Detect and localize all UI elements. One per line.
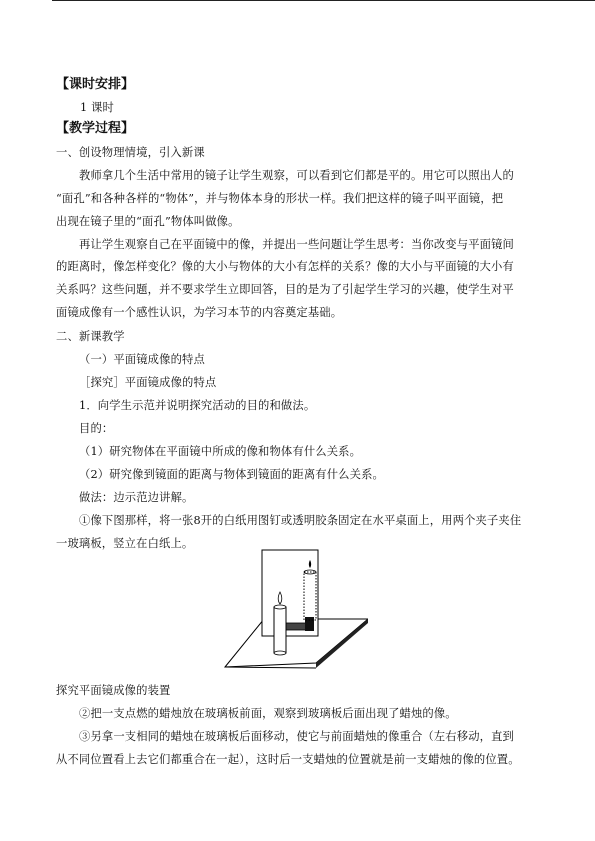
part2-circle3-line2: 从不同位置看上去它们都重合在一起），这时后一支蜡烛的位置就是前一支蜡烛的像的位置。 xyxy=(56,753,520,766)
figure-caption: 探究平面镜成像的装置 xyxy=(56,684,171,697)
part2-sub1: （一）平面镜成像的特点 xyxy=(79,353,205,366)
part2-circle1-line2: 一玻璃板，竖立在白纸上。 xyxy=(56,537,194,550)
part1-para1-line1: 教师拿几个生活中常用的镜子让学生观察，可以看到它们都是平的。用它可以照出人的 xyxy=(79,169,514,182)
part2-explore: ［探究］平面镜成像的特点 xyxy=(79,376,217,389)
part2-title: 二、新课教学 xyxy=(56,330,125,343)
experiment-figure xyxy=(224,547,368,671)
part1-para1-line3: 出现在镜子里的“面孔”物体叫做像。 xyxy=(56,215,240,228)
part2-step1: 1．向学生示范并说明探究活动的目的和做法。 xyxy=(79,399,316,412)
header-rule xyxy=(52,0,595,1)
part1-para2-line3: 关系吗？这些问题，并不要求学生立即回答，目的是为了引起学生学习的兴趣，使学生对平 xyxy=(56,283,514,296)
part2-circle1-line1: ①像下图那样，将一张8开的白纸用图钉或透明胶条固定在水平桌面上，用两个夹子夹住 xyxy=(79,514,522,527)
part2-method: 做法：边示范边讲解。 xyxy=(79,491,194,504)
part2-circle2: ②把一支点燃的蜡烛放在玻璃板前面，观察到玻璃板后面出现了蜡烛的像。 xyxy=(79,707,457,720)
heading-schedule: 【课时安排】 xyxy=(56,77,135,92)
part1-para2-line4: 面镜成像有一个感性认识，为学习本节的内容奠定基础。 xyxy=(56,306,343,319)
schedule-value: 1 课时 xyxy=(80,101,114,114)
part2-purpose1: （1）研究物体在平面镜中所成的像和物体有什么关系。 xyxy=(79,445,362,458)
part2-circle3-line1: ③另拿一支相同的蜡烛在玻璃板后面移动，使它与前面蜡烛的像重合（左右移动，直到 xyxy=(79,730,514,743)
part1-para2-line2: 的距离时，像怎样变化？像的大小与物体的大小有怎样的关系？像的大小与平面镜的大小有 xyxy=(56,260,514,273)
part1-para1-line2: “面孔”和各种各样的“物体”，并与物体本身的形状一样。我们把这样的镜子叫平面镜，把 xyxy=(56,192,504,205)
part2-purpose2: （2）研究像到镜面的距离与物体到镜面的距离有什么关系。 xyxy=(79,468,384,481)
heading-process: 【教学过程】 xyxy=(56,121,135,136)
candle-front xyxy=(274,607,286,653)
part1-title: 一、创设物理情境，引入新课 xyxy=(56,146,205,159)
part2-purpose-label: 目的： xyxy=(79,422,114,435)
part1-para2-line1: 再让学生观察自己在平面镜中的像，并提出一些问题让学生思考：当你改变与平面镜间 xyxy=(79,238,514,251)
